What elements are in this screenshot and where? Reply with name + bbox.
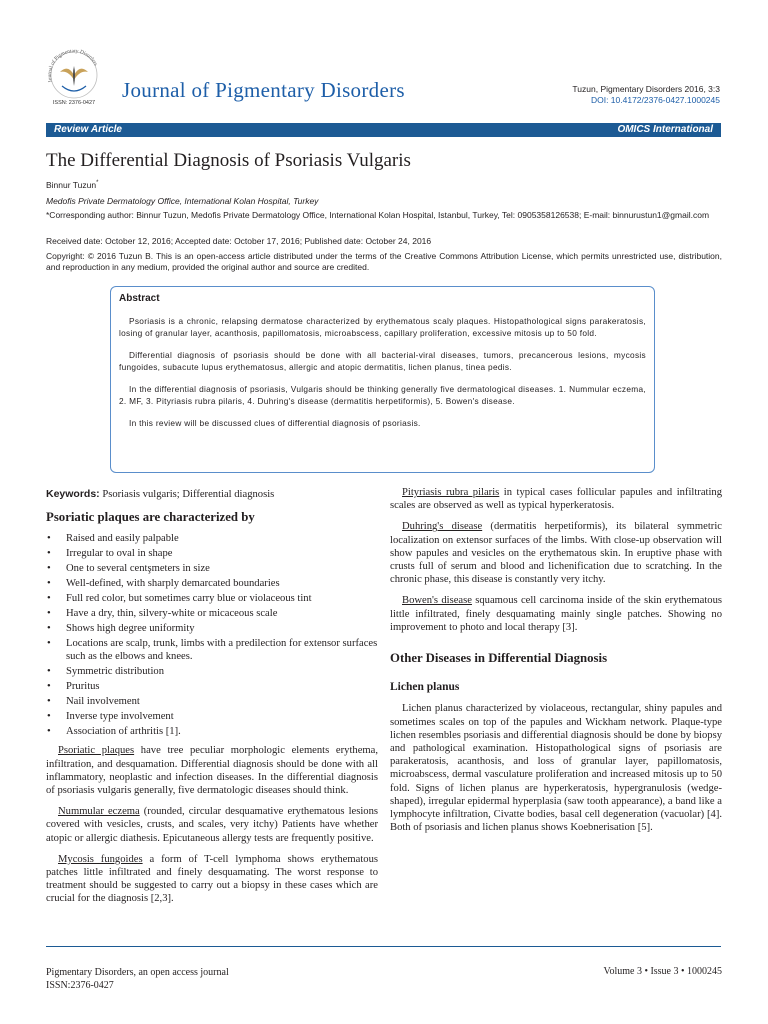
list-item: • Nail involvement [66,695,378,708]
abstract-paragraph: Differential diagnosis of psoriasis should be done with all bacterial-viral diseases, tumors, precancerous lesions, mycosis fungoides, subacute lupus erythematosus, allergic and atopic dermatitis, lichen planus, tinea pedis. [119,350,646,372]
citation-block [572,84,720,106]
list-item: • Pruritus [66,680,378,693]
term: Nummular eczema [58,806,140,818]
list-item: • Locations are scalp, trunk, limbs with a predilection for extensor surfaces such as the elbows and knees. [66,637,378,663]
list-item: • Association of arthritis [1]. [66,725,378,738]
article-type: Review Article [54,124,122,135]
logo-ring-text: Journal of Pigmentary Disorders [46,48,99,84]
author-name: Binnur Tuzun [46,180,97,190]
abstract-paragraph: In this review will be discussed clues of differential diagnosis of psoriasis. [129,418,421,428]
article-type-banner [46,123,721,137]
paragraph [390,520,722,586]
article-title: The Differential Diagnosis of Psoriasis Vulgaris [46,150,411,171]
term: Psoriatic plaques [58,745,135,757]
paragraph-text: a form of T-cell lymphoma shows erythematous patches little infiltrated and finely desquamating. The worst response to treatment should be suggested to carry out a biopsy in these cases which are crucial for the diagnosis [2,3]. [46,853,378,905]
list-item: • One to several centşmeters in size [66,562,378,575]
affiliation: Medofis Private Dermatology Office, International Kolan Hospital, Turkey [46,196,319,206]
footer-left [46,966,229,992]
author-sup: * [96,180,99,187]
term: Duhring's disease [402,521,483,533]
characteristics-list [46,532,378,738]
footer-issn: ISSN:2376-0427 [46,980,114,991]
paragraph-text: (rounded, circular desquamative erythematous lesions covered with vesicles, crusts, and scales, very itchy) Patients have whether atopic or allergic diathesis. Epicutaneous allergy tests are frequently positive. [46,806,378,844]
abstract-paragraph: Psoriasis is a chronic, relapsing dermatose characterized by erythematous scaly plaques. Histopathological signs parakeratosis, losing of granular layer, acanthosis, papillomatosis, microabscess, capillary proliferation, excessive mitosis up to 50 fold. [119,316,646,338]
list-item: • Shows high degree uniformity [66,622,378,635]
abstract-heading: Abstract [119,293,160,304]
footer-divider [46,946,721,947]
corresponding-author: *Corresponding author: Binnur Tuzun, Medofis Private Dermatology Office, International Kolan Hospital, Istanbul, Turkey, Tel: 0905358126538; E-mail: binnurustun1@gmail.com [46,210,710,220]
journal-title: Journal of Pigmentary Disorders [122,78,405,102]
paragraph: Lichen planus characterized by violaceous, rectangular, shiny papules and sometimes scales on top of the papules and Wickham network. Plaque-type lichen resembles psoriasis and differential diagnosis should be done by biopsy and pathological examination. Histopathological signs of psoriasis are parakeratosis, acanthosis, and loss of granular layer, papillomatosis, microabscess, dermal vasculature proliferation and increased mitosis up to 50 fold. Signs of lichen planus are hyperkeratosis, hypergranulosis (wedge-shaped), irregular epidermal hyperplasia (saw tooth appearance), a band like a lymphocyte infiltration, Civatte bodies, basal cell degeneration (vacuolar) [4]. Both of psoriasis and lichen planus shows Koebnerisation [5]. [390,703,722,834]
keywords [46,488,378,501]
section-heading: Other Diseases in Differential Diagnosis [390,651,608,666]
citation: Tuzun, Pigmentary Disorders 2016, 3:3 [572,84,720,94]
term: Bowen's disease [402,595,472,607]
publisher-name: OMICS International [617,124,713,135]
paragraph [46,853,378,906]
left-column [46,486,378,914]
list-item: • Well-defined, with sharply demarcated boundaries [66,577,378,590]
paragraph [390,594,722,634]
section-heading: Psoriatic plaques are characterized by [46,510,255,525]
list-item: • Inverse type involvement [66,710,378,723]
paragraph [46,805,378,845]
abstract-box [110,286,655,473]
doi-link[interactable]: DOI: 10.4172/2376-0427.1000245 [590,95,720,105]
term: Mycosis fungoides [58,853,143,865]
keywords-text: Psoriasis vulgaris; Differential diagnosis [102,489,275,500]
list-item: • Symmetric distribution [66,665,378,678]
footer-journal: Pigmentary Disorders, an open access journal [46,967,229,978]
paragraph-text: (dermatitis herpetiformis), its bilateral symmetric localization on extensor surfaces of the limbs. With close-up observation will show papules and vesicles on the erythematous skin. In eruptive phase with crusts full of serum and blood and lichenification due to scratching. In the chronic phase, this disease is constantly very itchy. [390,521,722,586]
paragraph [390,486,722,512]
subsection-heading: Lichen planus [390,681,460,694]
footer-volume: Volume 3 • Issue 3 • 1000245 [603,966,722,977]
author [46,180,98,190]
article-dates: Received date: October 12, 2016; Accepted date: October 17, 2016; Published date: October 24, 2016 [46,236,432,246]
right-column [390,486,722,842]
paragraph-text: in typical cases follicular papules and infiltrating scales are observed as well as typical hyperkeratosis. [390,487,722,512]
journal-logo [38,42,110,108]
term: Pityriasis rubra pilaris [402,487,500,498]
paragraph-text: have tree peculiar morphologic elements erythema, infiltration, and desquamation. Differential diagnosis should be done with all inflammatory, neoplastic and infection diseases. In the differential diagnosis of psoriasis vulgaris generally, five dermatologic diseases should think. [46,745,378,797]
logo-issn: ISSN: 2376-0427 [52,100,96,106]
copyright: Copyright: © 2016 Tuzun B. This is an open-access article distributed under the terms of the Creative Commons Attribution License, which permits unrestricted use, distribution, and reproduction in any medium, provided the original author and source are credited. [46,251,722,272]
paragraph [46,744,378,797]
paragraph-text: squamous cell carcinoma inside of the skin erythematous little infiltrated, finely desquamating mainly single patches. Showing no improvement to photo and local therapy [3]. [390,595,722,633]
list-item: • Full red color, but sometimes carry blue or violaceous tint [66,592,378,605]
keywords-label: Keywords: [46,488,100,500]
list-item: • Irregular to oval in shape [66,547,378,560]
abstract-paragraph: In the differential diagnosis of psoriasis, Vulgaris should be thinking generally five dermatological diseases. 1. Nummular eczema, 2. MF, 3. Pityriasis rubra pilaris, 4. Duhring's disease (dermatitis herpetiformis), 5. Bowen's disease. [119,384,646,406]
list-item: • Raised and easily palpable [66,532,378,545]
list-item: • Have a dry, thin, silvery-white or micaceous scale [66,607,378,620]
